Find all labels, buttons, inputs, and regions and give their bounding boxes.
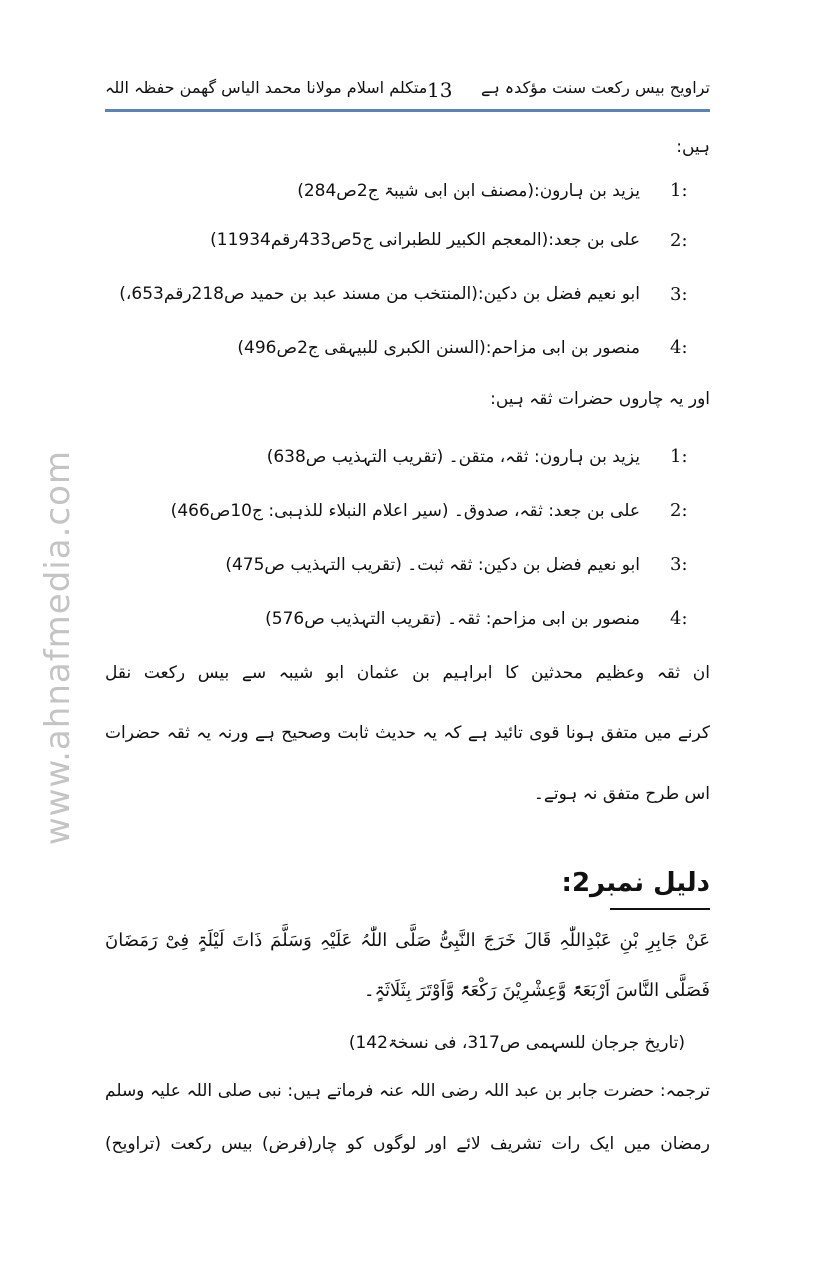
item-text: ابو نعیم فضل بن دکین: ثقہ ثبت۔ (تقریب التہذیب ص475) <box>225 555 640 575</box>
hadith-reference: (تاریخ جرجان للسہمی ص317، فی نسخۃ142) <box>348 1033 685 1053</box>
item-number: 3: <box>670 554 688 575</box>
item-text: یزید بن ہارون: ثقہ، متقن۔ (تقریب التہذیب ص638) <box>266 447 640 467</box>
page-number: 13 <box>427 78 453 102</box>
header-book-title: تراویح بیس رکعت سنت مؤکدہ ہے <box>480 78 710 97</box>
hadith-line-2: فَصَلَّی النَّاسَ اَرْبَعَۃً وَّعِشْرِیْنَ رَکْعَۃً وَّاَوْتَرَ بِثَلَاثَۃٍ۔ <box>363 980 710 1001</box>
translation-line-2: رمضان میں ایک رات تشریف لائے اور لوگوں کو چار(فرض) بیس رکعت (تراویح) <box>105 1134 710 1154</box>
item-number: 1: <box>670 446 688 467</box>
item-number: 3: <box>670 284 688 305</box>
item-text: علی بن جعد: ثقہ، صدوق۔ (سیر اعلام النبلاء للذہبی: ج10ص466) <box>170 501 640 521</box>
heading-underline <box>610 908 710 910</box>
section-heading: دلیل نمبر2: <box>561 868 710 898</box>
header-author: متکلم اسلام مولانا محمد الیاس گھمن حفظہ اللہ <box>105 78 428 97</box>
reliable-intro: اور یہ چاروں حضرات ثقہ ہیں: <box>490 389 710 409</box>
paragraph-line-3: اس طرح متفق نہ ہوتے۔ <box>533 784 710 804</box>
item-text: علی بن جعد:(المعجم الکبیر للطبرانی ج5ص433رقم11934) <box>210 230 640 250</box>
reliable-item-4 <box>105 608 710 638</box>
reliable-item-3 <box>105 554 710 584</box>
narrator-item-4 <box>105 337 710 367</box>
intro-text: ہیں: <box>676 137 710 157</box>
item-number: 4: <box>670 337 688 358</box>
reliable-item-2 <box>105 500 710 530</box>
page-header <box>105 70 710 110</box>
paragraph-line-1: ان ثقہ وعظیم محدثین کا ابراہیم بن عثمان ابو شیبہ سے بیس رکعت نقل <box>105 663 710 683</box>
translation-line-1: ترجمہ: حضرت جابر بن عبد اللہ رضی اللہ عنہ فرماتے ہیں: نبی صلی اللہ علیہ وسلم <box>105 1081 710 1101</box>
item-text: منصور بن ابی مزاحم:(السنن الکبری للبیہقی ج2ص496) <box>237 338 640 358</box>
paragraph-line-2: کرنے میں متفق ہونا قوی تائید ہے کہ یہ حدیث ثابت وصحیح ہے ورنہ یہ ثقہ حضرات <box>105 723 710 743</box>
item-number: 2: <box>670 230 688 251</box>
narrator-item-1 <box>105 180 710 210</box>
item-number: 4: <box>670 608 688 629</box>
item-text: منصور بن ابی مزاحم: ثقہ۔ (تقریب التہذیب ص576) <box>265 609 640 629</box>
item-number: 1: <box>670 180 688 201</box>
watermark: www.ahnafmedia.com <box>38 450 78 846</box>
reliable-item-1 <box>105 446 710 476</box>
header-rule <box>105 109 710 112</box>
item-number: 2: <box>670 500 688 521</box>
hadith-line-1: عَنْ جَابِرِ بْنِ عَبْدِاللّٰہِ قَالَ خَرَجَ النَّبِیُّ صَلَّی اللّٰہُ عَلَیْہِ وَسَلَّمَ ذَاتَ لَیْلَۃٍ فِیْ رَمَضَانَ <box>105 930 710 951</box>
item-text: یزید بن ہارون:(مصنف ابن ابی شیبۃ ج2ص284) <box>297 181 640 201</box>
item-text: ابو نعیم فضل بن دکین:(المنتخب من مسند عبد بن حمید ص218رقم653،) <box>119 284 640 304</box>
narrator-item-3 <box>105 284 710 314</box>
narrator-item-2 <box>105 230 710 260</box>
